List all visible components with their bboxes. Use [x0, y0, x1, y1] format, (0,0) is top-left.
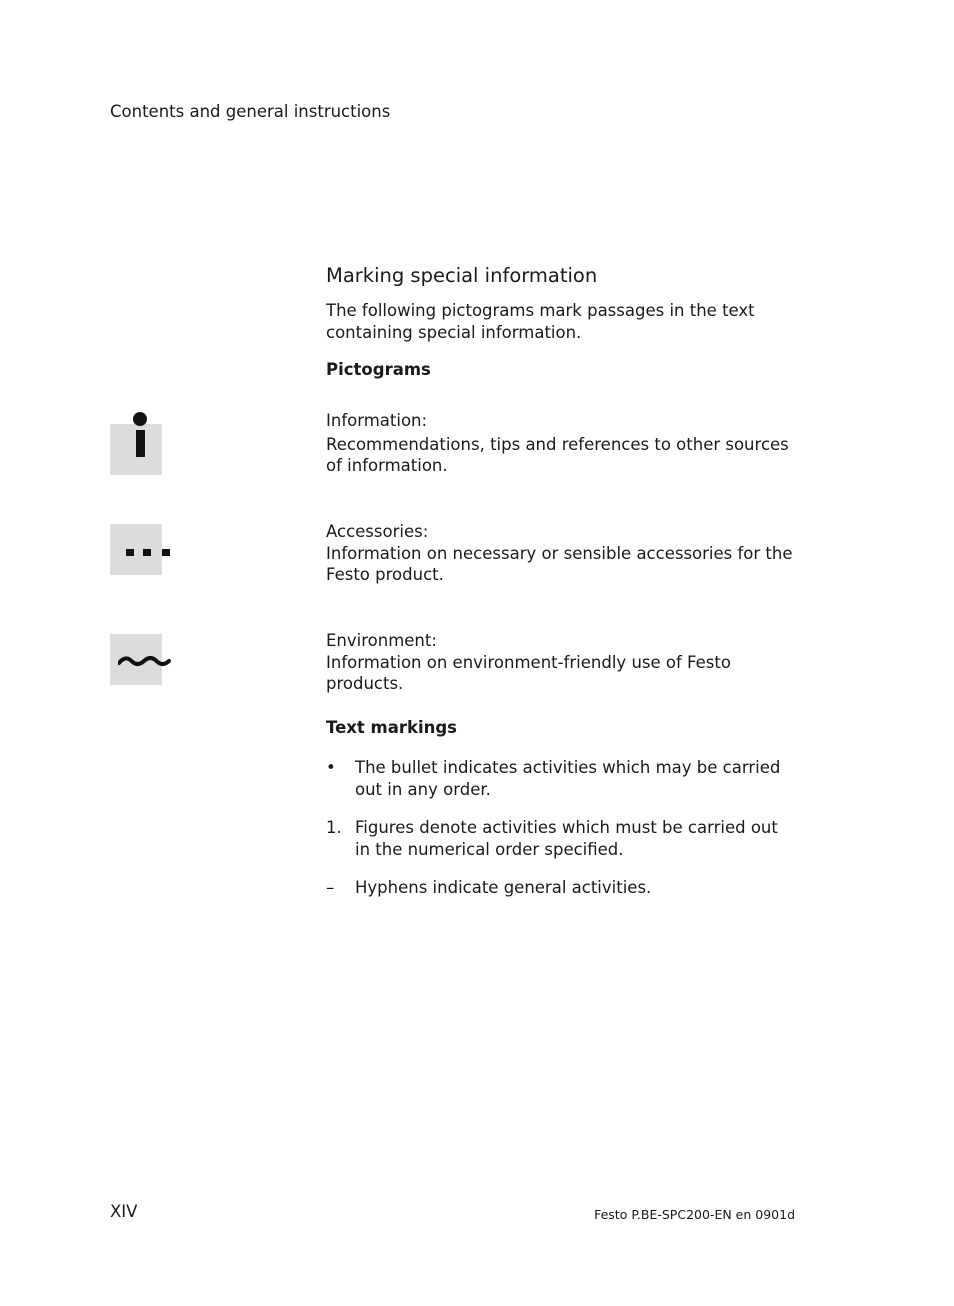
pictogram-information	[326, 410, 796, 477]
pictogram-description: Recommendations, tips and references to other sources of information.	[326, 434, 789, 475]
text-markings-list	[326, 757, 796, 899]
list-item-text: Hyphens indicate general activities.	[355, 878, 652, 897]
list-item	[326, 757, 796, 800]
accessories-icon-dot	[162, 549, 170, 556]
list-item	[326, 817, 796, 860]
text-markings-heading: Text markings	[326, 718, 458, 737]
list-item-text: Figures denote activities which must be carried out in the numerical order specified.	[355, 818, 778, 859]
pictogram-environment	[326, 630, 796, 695]
hyphen-marker: –	[326, 878, 335, 897]
number-marker: 1.	[326, 818, 342, 837]
pictogram-label: Information:	[326, 411, 428, 430]
accessories-icon	[110, 524, 162, 575]
list-item	[326, 877, 796, 899]
intro-paragraph: The following pictograms mark passages in the text containing special information.	[326, 301, 755, 342]
information-icon-dot	[133, 412, 147, 426]
running-header: Contents and general instructions	[110, 102, 391, 121]
pictogram-description: Information on environment-friendly use of Festo products.	[326, 652, 731, 693]
environment-wave-icon	[118, 654, 172, 668]
pictograms-heading: Pictograms	[326, 360, 431, 379]
pictogram-description: Information on necessary or sensible accessories for the Festo product.	[326, 543, 793, 584]
page-number: XIV	[110, 1202, 138, 1221]
list-item-text: The bullet indicates activities which may be carried out in any order.	[355, 758, 781, 799]
section-title: Marking special information	[326, 264, 598, 287]
pictogram-label: Environment:	[326, 631, 437, 650]
pictogram-label: Accessories:	[326, 522, 429, 541]
accessories-icon-dot	[126, 549, 134, 556]
information-icon	[110, 424, 162, 475]
document-id: Festo P.BE-SPC200-EN en 0901d	[594, 1207, 795, 1222]
pictogram-accessories	[326, 521, 796, 586]
bullet-marker: •	[326, 758, 336, 777]
